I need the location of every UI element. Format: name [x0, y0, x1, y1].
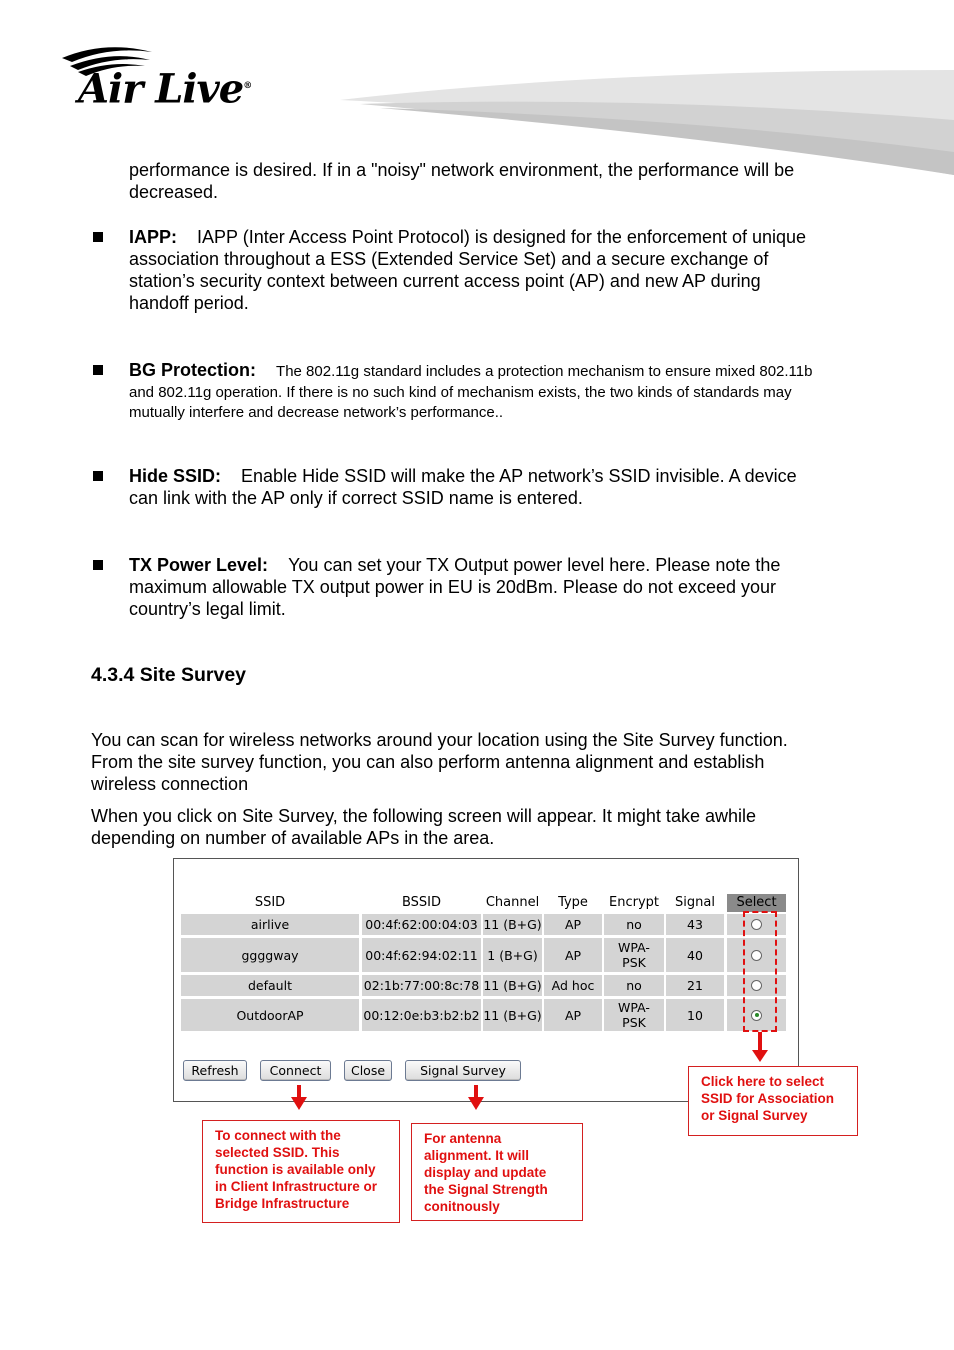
- refresh-button[interactable]: Refresh: [183, 1060, 247, 1081]
- bg-label: BG Protection:: [129, 360, 257, 380]
- table-row-ssid: OutdoorAP: [181, 999, 359, 1031]
- col-header-bssid: BSSID: [401, 895, 442, 910]
- section-para1-line3: wireless connection: [91, 774, 249, 794]
- table-row-encrypt: no: [604, 975, 664, 996]
- callout-signal-line: the Signal Strength: [424, 1182, 548, 1197]
- section-para1-line1: You can scan for wireless networks around your location using the Site Survey function.: [91, 730, 788, 750]
- callout-connect-line: function is available only: [215, 1162, 376, 1177]
- signal-survey-button[interactable]: Signal Survey: [405, 1060, 521, 1081]
- table-row-type: AP: [544, 999, 602, 1031]
- callout-connect: [202, 1120, 400, 1223]
- table-row-type: AP: [544, 914, 602, 935]
- tx-line1: You can set your TX Output power level here. Please note the: [288, 555, 781, 575]
- callout-signal-line: alignment. It will: [424, 1148, 530, 1163]
- arrow-select-icon: [752, 1032, 768, 1062]
- brand-logo-text: Air Live: [78, 65, 244, 113]
- bg-line2: and 802.11g operation. If there is no such kind of mechanism exists, the two kinds of standards may: [129, 383, 792, 401]
- tx-line3: country’s legal limit.: [129, 599, 286, 619]
- iapp-label: IAPP:: [129, 227, 178, 247]
- connect-button[interactable]: Connect: [260, 1060, 331, 1081]
- callout-select-line: Click here to select: [701, 1074, 825, 1089]
- hide-label: Hide SSID:: [129, 466, 222, 486]
- table-row-ssid: airlive: [181, 914, 359, 935]
- callout-connect-line: in Client Infrastructure or: [215, 1179, 378, 1194]
- table-row-channel: 11 (B+G): [483, 975, 542, 996]
- table-row-channel: 11 (B+G): [483, 999, 542, 1031]
- table-row-signal: 10: [666, 999, 724, 1031]
- table-row-encrypt: WPA-PSK: [604, 999, 664, 1031]
- table-row-signal: 40: [666, 938, 724, 972]
- iapp-line2: association throughout a ESS (Extended Service Set) and a secure exchange of: [129, 249, 769, 269]
- section-para1-line2: From the site survey function, you can also perform antenna alignment and establish: [91, 752, 765, 772]
- close-button[interactable]: Close: [344, 1060, 392, 1081]
- table-row-type: Ad hoc: [544, 975, 602, 996]
- hide-line2: can link with the AP only if correct SSID name is entered.: [129, 488, 583, 508]
- arrow-signal-icon: [468, 1085, 484, 1110]
- callout-connect-line: Bridge Infrastructure: [215, 1196, 350, 1211]
- callout-signal: [411, 1123, 583, 1221]
- callout-signal-line: conitnously: [424, 1199, 500, 1214]
- col-header-channel: Channel: [485, 895, 540, 910]
- table-row-channel: 11 (B+G): [483, 914, 542, 935]
- col-header-encrypt: Encrypt: [609, 895, 659, 910]
- hide-line1: Enable Hide SSID will make the AP network’s SSID invisible. A device: [241, 466, 797, 486]
- col-header-ssid: SSID: [254, 895, 286, 910]
- iapp-line4: handoff period.: [129, 293, 249, 313]
- table-row-ssid: default: [181, 975, 359, 996]
- section-heading: 4.3.4 Site Survey: [91, 664, 247, 686]
- bg-line3: mutually interfere and decrease network’s performance..: [129, 404, 504, 421]
- table-row-bssid: 00:4f:62:94:02:11: [362, 938, 481, 972]
- table-row-encrypt: WPA-PSK: [604, 938, 664, 972]
- table-row-bssid: 00:12:0e:b3:b2:b2: [362, 999, 481, 1031]
- callout-connect-line: selected SSID. This: [215, 1145, 340, 1160]
- table-row-signal: 21: [666, 975, 724, 996]
- col-header-signal: Signal: [675, 895, 715, 910]
- table-row-bssid: 00:4f:62:00:04:03: [362, 914, 481, 935]
- para-top: performance is desired. If in a "noisy" network environment, the performance will be decreased.: [129, 160, 795, 202]
- callout-select-line: or Signal Survey: [701, 1108, 808, 1123]
- bg-line1: The 802.11g standard includes a protection mechanism to ensure mixed 802.11b: [276, 363, 813, 380]
- table-row-encrypt: no: [604, 914, 664, 935]
- callout-select-line: SSID for Association: [701, 1091, 835, 1106]
- table-row-channel: 1 (B+G): [483, 938, 542, 972]
- table-row-bssid: 02:1b:77:00:8c:78: [362, 975, 481, 996]
- table-row-type: AP: [544, 938, 602, 972]
- tx-line2: maximum allowable TX output power in EU is 20dBm. Please do not exceed your: [129, 577, 776, 597]
- col-header-type: Type: [558, 895, 588, 910]
- iapp-line1: IAPP (Inter Access Point Protocol) is designed for the enforcement of unique: [197, 227, 807, 247]
- arrow-connect-icon: [291, 1085, 307, 1110]
- callout-select: [688, 1066, 858, 1136]
- section-para2-line1: When you click on Site Survey, the following screen will appear. It might take awhile: [91, 806, 756, 826]
- callout-connect-line: To connect with the: [215, 1128, 341, 1143]
- callout-signal-line: For antenna: [424, 1131, 502, 1146]
- table-row-ssid: ggggway: [181, 938, 359, 972]
- brand-logo: Air Live®: [78, 65, 252, 113]
- tx-label: TX Power Level:: [129, 555, 269, 575]
- col-header-select: Select: [727, 894, 786, 912]
- table-row-signal: 43: [666, 914, 724, 935]
- iapp-line3: station’s security context between current access point (AP) and new AP during: [129, 271, 761, 291]
- callout-signal-line: display and update: [424, 1165, 547, 1180]
- section-para2-line2: depending on number of available APs in the area.: [91, 828, 495, 848]
